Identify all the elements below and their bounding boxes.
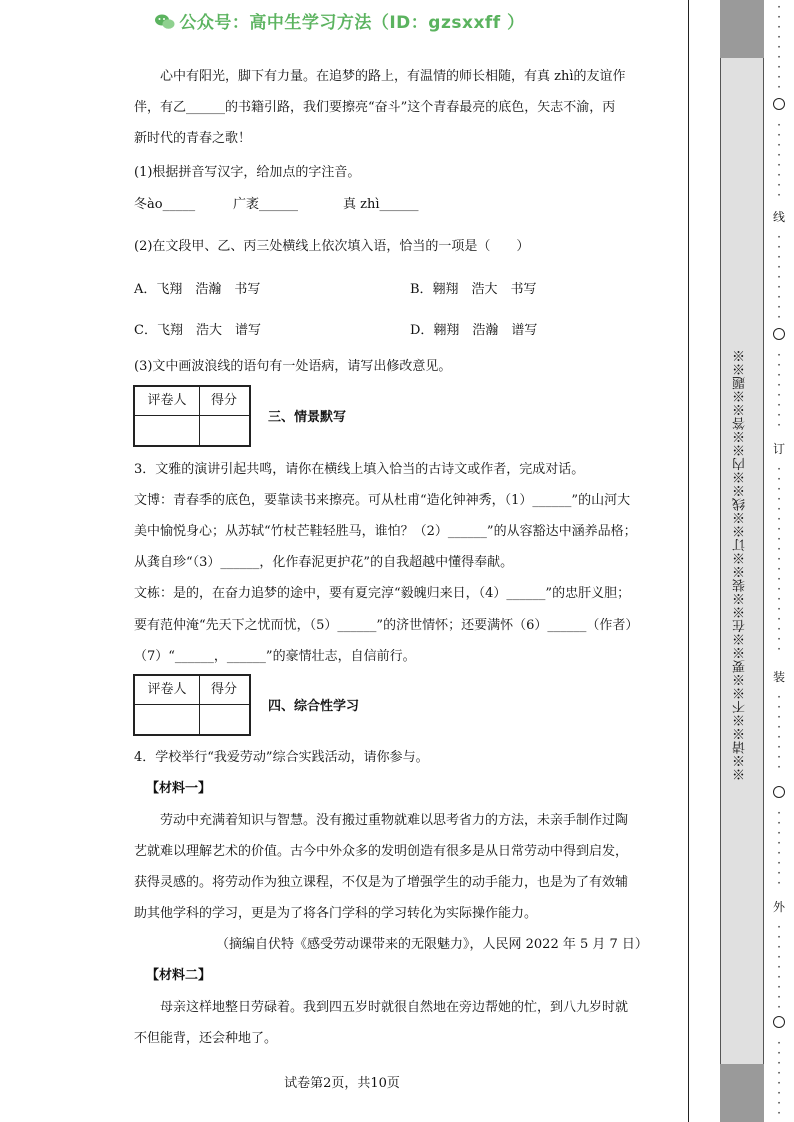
dotted-line: · · · · · · · · · bbox=[777, 230, 781, 324]
dotted-line: · · · · · · · · bbox=[777, 348, 781, 432]
dotted-line: · · · · · · · · bbox=[777, 118, 781, 202]
passage-line-1: 心中有阳光，脚下有力量。在追梦的路上，有温情的师长相随，有真 zhì的友谊作 bbox=[160, 69, 626, 84]
dotted-line: · · · · · · · · bbox=[777, 806, 781, 890]
material-1-source: （摘编自伏特《感受劳动课带来的无限魅力》，人民网 2022 年 5 月 7 日） bbox=[216, 937, 648, 952]
score-table bbox=[133, 385, 251, 447]
margin-label: 线 bbox=[772, 210, 785, 224]
material-2-line: 不但能背，还会种地了。 bbox=[134, 1031, 278, 1046]
score-label: 得分 bbox=[199, 676, 249, 705]
q2-title: (2)在文段甲、乙、丙三处横线上依次填入语，恰当的一项是（ ） bbox=[134, 239, 530, 254]
dialog-line-6: （7）“______，______”的豪情壮志，自信前行。 bbox=[134, 649, 416, 664]
q1-item-c: 真 zhì______ bbox=[343, 197, 419, 212]
strip-block-top bbox=[720, 0, 764, 58]
reviewer-cell bbox=[135, 415, 200, 445]
dotted-line: · · · · · · · · · bbox=[777, 0, 781, 94]
q1-item-a: 冬ào_____ bbox=[134, 197, 196, 212]
strip-block-bottom bbox=[720, 1064, 764, 1122]
margin-label: 订 bbox=[772, 442, 785, 456]
material-1-line: 劳动中充满着知识与智慧。没有搬过重物就难以思考省力的方法，未亲手制作过陶 bbox=[160, 813, 629, 828]
q2-option-b: B．翱翔 浩大 书写 bbox=[410, 282, 537, 297]
q2-option-c: C．飞翔 浩大 谱写 bbox=[134, 323, 261, 338]
dialog-line-5: 要有范仲淹“先天下之忧而忧，（5）______”的济世情怀；还要满怀（6）______（作者） bbox=[134, 618, 639, 633]
q3-title: (3)文中画波浪线的语句有一处语病，请写出修改意见。 bbox=[134, 359, 452, 374]
material-2-line: 母亲这样地整日劳碌着。我到四五岁时就很自然地在旁边帮她的忙，到八九岁时就 bbox=[160, 1000, 629, 1015]
dialog-line-2: 美中愉悦身心；从苏轼“竹杖芒鞋轻胜马，谁怕？（2）______”的从容豁达中涵养品格； bbox=[134, 524, 637, 539]
material-1-line: 获得灵感的。将劳动作为独立课程，不仅是为了增强学生的动手能力，也是为了有效辅 bbox=[134, 875, 629, 890]
material-2-heading: 【材料二】 bbox=[146, 968, 212, 983]
dialog-line-4: 文栋：是的，在奋力追梦的途中，要有夏完淳“毅魄归来日，（4）______”的忠肝义胆； bbox=[134, 586, 631, 601]
binding-notice: ※※请※※不※※要※※在※※装※※订※※线※※内※※答※※题※※ bbox=[733, 349, 748, 781]
q2-option-d: D．翱翔 浩瀚 谱写 bbox=[410, 323, 538, 338]
dotted-line: · · · · · · · · bbox=[777, 1036, 781, 1120]
passage-line-2: 伴，有乙______的书籍引路，我们要擦亮“奋斗”这个青春最亮的底色，矢志不渝，丙 bbox=[134, 100, 616, 115]
q1-title: (1)根据拼音写汉字，给加点的字注音。 bbox=[134, 165, 361, 180]
reviewer-label: 评卷人 bbox=[135, 676, 200, 705]
reviewer-cell bbox=[135, 704, 200, 734]
binding-hole-icon bbox=[773, 786, 785, 798]
section-heading: 四、综合性学习 bbox=[268, 699, 360, 714]
page-footer: 试卷第2页，共10页 bbox=[284, 1076, 400, 1091]
material-1-line: 艺就难以理解艺术的价值。古今中外众多的发明创造有很多是从日常劳动中得到启发， bbox=[134, 844, 629, 859]
dialog-line-3: 从龚自珍“（3）______，化作春泥更护花”的自我超越中懂得奉献。 bbox=[134, 555, 514, 570]
binding-hole-icon bbox=[773, 98, 785, 110]
score-label: 得分 bbox=[199, 387, 249, 416]
dotted-line: · · · · · · · · · bbox=[777, 920, 781, 1014]
q2-option-a: A．飞翔 浩瀚 书写 bbox=[134, 282, 261, 297]
binding-rule bbox=[688, 0, 689, 1122]
reviewer-label: 评卷人 bbox=[135, 387, 200, 416]
material-1-line: 助其他学科的学习，更是为了将各门学科的学习转化为实际操作能力。 bbox=[134, 906, 538, 921]
score-table bbox=[133, 674, 251, 736]
q1-item-b: 广袤______ bbox=[233, 197, 299, 212]
material-1-heading: 【材料一】 bbox=[146, 781, 212, 796]
q4-intro: 4．学校举行“我爱劳动”综合实践活动，请你参与。 bbox=[134, 750, 429, 765]
margin-label: 外 bbox=[772, 900, 785, 914]
binding-hole-icon bbox=[773, 328, 785, 340]
q3-intro: 3．文雅的演讲引起共鸣，请你在横线上填入恰当的古诗文或作者，完成对话。 bbox=[134, 462, 585, 477]
margin-label: 装 bbox=[772, 670, 785, 684]
page-header bbox=[0, 8, 680, 33]
header-text: 公众号：高中生学习方法（ID：gzsxxff ） bbox=[179, 13, 525, 33]
dotted-line: · · · · · · · · · · · · · · · · · · · bbox=[777, 462, 781, 656]
dotted-line: · · · · · · · · bbox=[777, 690, 781, 774]
binding-hole-icon bbox=[773, 1016, 785, 1028]
section-heading: 三、情景默写 bbox=[268, 410, 347, 425]
wechat-icon bbox=[155, 14, 175, 30]
passage-line-3: 新时代的青春之歌！ bbox=[134, 131, 252, 146]
dialog-line-1: 文博：青春季的底色，要靠读书来擦亮。可从杜甫“造化钟神秀，（1）______”的山河大 bbox=[134, 493, 631, 508]
